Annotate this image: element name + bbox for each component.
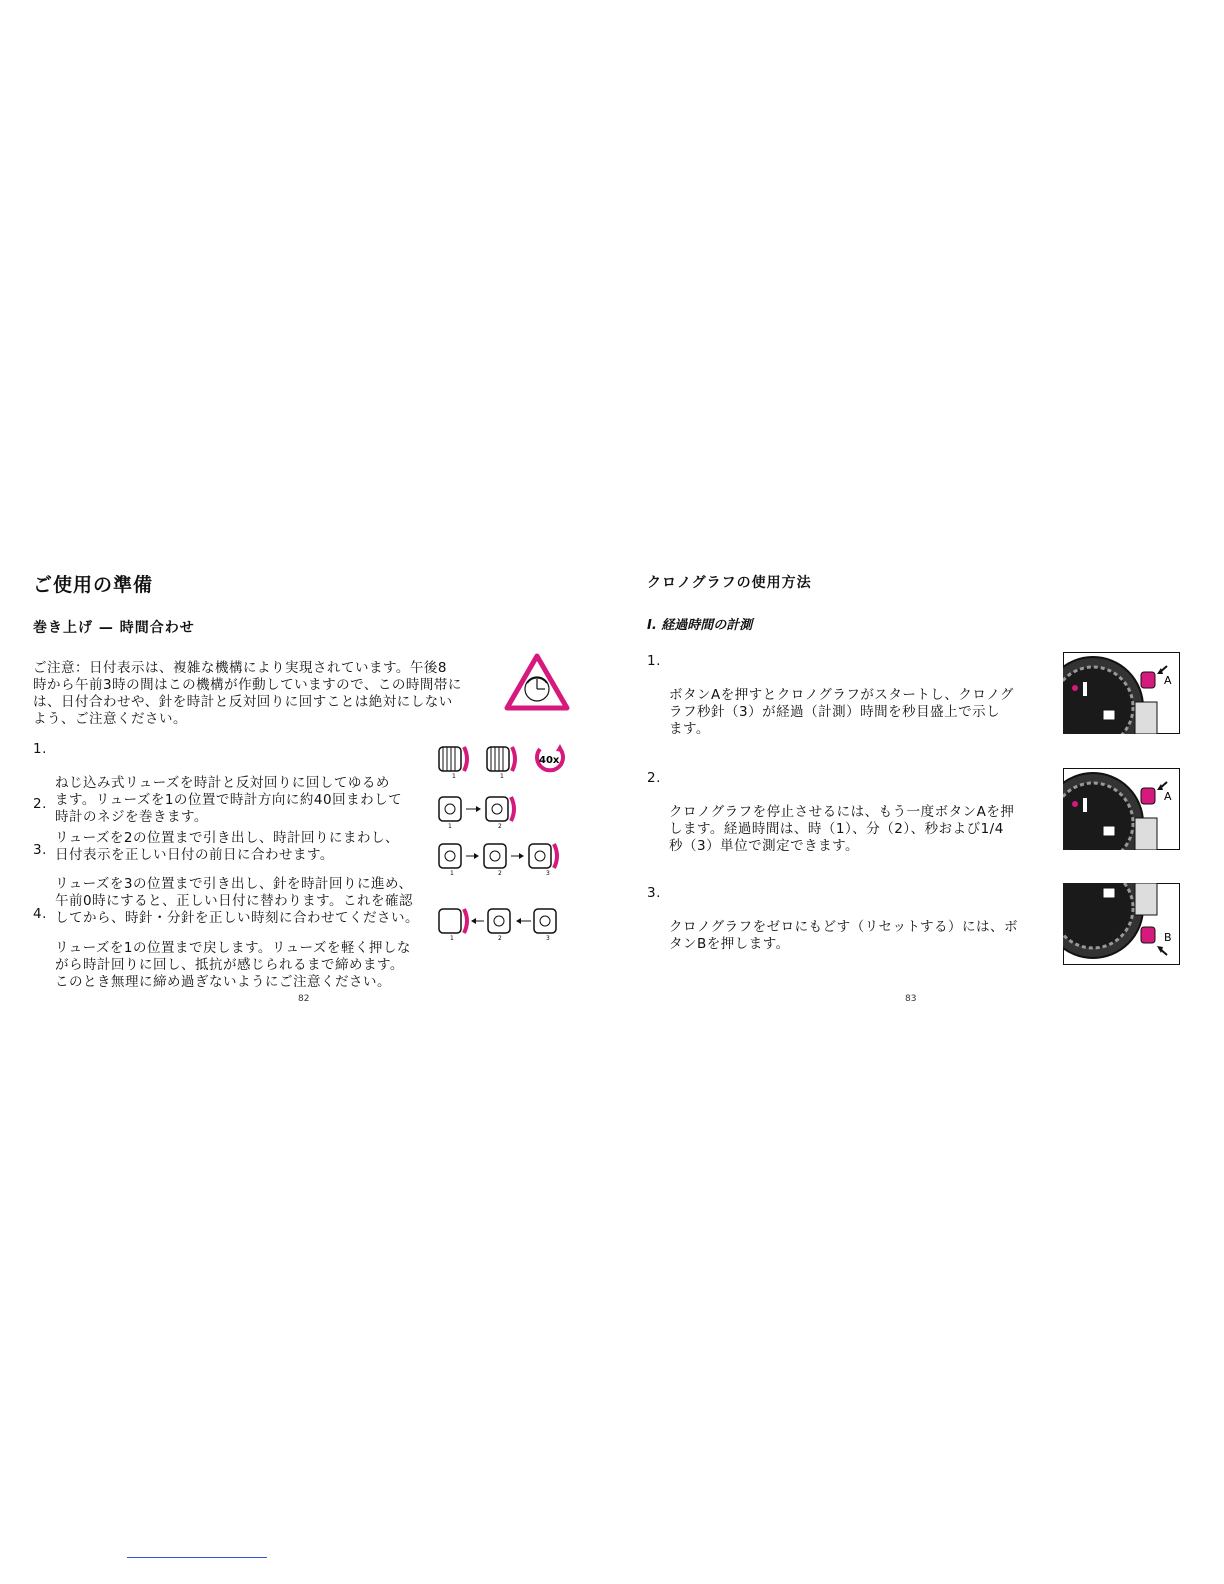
watch-button-a-illustration-2 [1063,768,1180,850]
step-number: 1. [33,741,47,757]
crown-positions-return-icon [436,903,570,941]
crown-position-1-icon [436,741,476,779]
watch-button-a-illustration-1 [1063,652,1180,734]
step-number: 2. [647,770,661,786]
rotation-badge-text: 40x [539,755,560,766]
left-step-4 [33,906,443,1008]
left-page-subtitle: 巻き上げ — 時間合わせ [33,620,195,636]
svg-text:2: 2 [498,823,502,829]
step-number: 3. [647,885,661,901]
svg-text:1: 1 [500,773,504,779]
svg-text:1: 1 [450,935,454,941]
crown-position-1b-icon [484,741,524,779]
svg-text:3: 3 [546,935,550,941]
watch-button-b-illustration [1063,883,1180,965]
right-step-2 [647,770,1047,872]
button-label: A [1164,674,1172,687]
svg-text:1: 1 [450,870,454,876]
rotation-40x-icon [532,741,568,777]
section-heading: I. 経過時間の計測 [647,618,753,633]
right-page-title: クロノグラフの使用方法 [647,575,812,591]
step-text: ボタンAを押すとクロノグラフがスタートし、クロノグ ラフ秒針（3）が経過（計測）時間を秒目盛上で示し ます。 [669,687,1014,737]
button-label: A [1164,790,1172,803]
footer-rule [127,1557,267,1558]
crown-positions-1-2-3-icon [436,838,570,876]
caution-triangle-icon [504,653,570,711]
step-text: クロノグラフをゼロにもどす（リセットする）には、ボ タンBを押します。 [669,919,1019,952]
left-page-title: ご使用の準備 [33,574,154,596]
step-number: 3. [33,842,47,858]
step-number: 2. [33,796,47,812]
step-number: 4. [33,906,47,922]
right-step-1 [647,653,1047,755]
crown-positions-1-2-icon [436,791,526,829]
step-text: ねじ込み式リューズを時計と反対回りに回してゆるめ ます。リューズを1の位置で時計方向に約40回まわして 時計のネジを巻きます。 [55,775,403,825]
step-text: リューズを1の位置まで戻します。リューズを軽く押しな がら時計回りに回し、抵抗が感じられるまで締めます。 このとき無理に締め過ぎないようにご注意ください。 [55,940,411,990]
svg-text:2: 2 [498,870,502,876]
svg-text:1: 1 [452,773,456,779]
step-text: リューズを3の位置まで引き出し、針を時計回りに進め、 午前0時にすると、正しい日付に替わります。これを確認 してから、時針・分針を正しい時刻に合わせてください。 [55,876,419,926]
svg-text:3: 3 [546,870,550,876]
step-number: 1. [647,653,661,669]
right-step-3 [647,885,1047,970]
caution-paragraph: ご注意：日付表示は、複雑な機構により実現されています。午後8 時から午前3時の間はこの機構が作動していますので、この時間帯に は、日付合わせや、針を時計と反対回りに回すことは絶対にしない よう、ご注意ください。 [33,660,462,727]
page-number-left: 82 [298,994,310,1004]
button-label: B [1164,931,1172,944]
step-text: リューズを2の位置まで引き出し、時計回りにまわし、 日付表示を正しい日付の前日に合わせます。 [55,830,400,863]
page-number-right: 83 [905,994,917,1004]
svg-text:2: 2 [498,935,502,941]
step-text: クロノグラフを停止させるには、もう一度ボタンAを押 します。経過時間は、時（1）、分（2）、秒および1/4 秒（3）単位で測定できます。 [669,804,1015,854]
svg-text:1: 1 [448,823,452,829]
